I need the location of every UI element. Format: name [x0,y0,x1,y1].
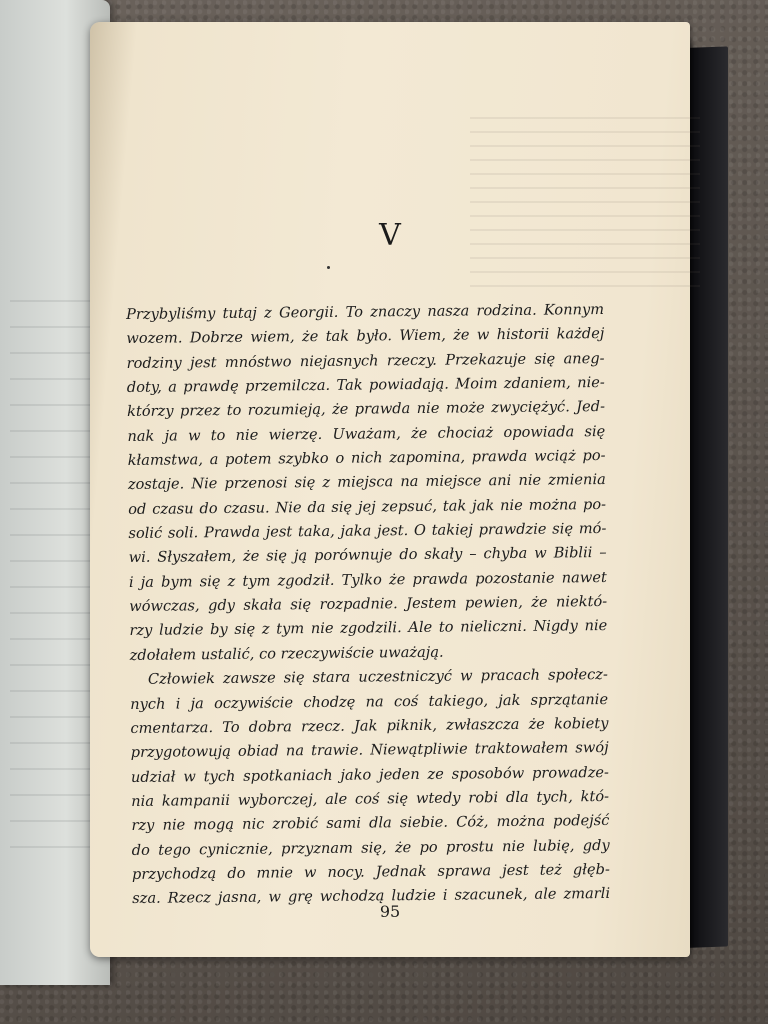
text-line: sza. Rzecz jasna, w grę wchodzą ludzie i szacunek, ale zmarli [132,885,611,908]
text-line: kłamstwa, a potem szybko o nich zapomina, prawda wciąż po- [127,447,606,470]
ornament-dot [327,266,330,269]
text-line: wi. Słyszałem, że się ją porównuje do skały – chyba w Biblii – [128,544,607,567]
text-line: zostaje. Nie przenosi się z miejsca na miejsce ani nie zmienia [127,471,606,494]
text-line: którzy przez to rozumieją, że prawda nie może zwyciężyć. Jed- [127,398,606,421]
text-line: przygotowują obiad na trawie. Niewątpliwie traktowałem swój [130,739,609,762]
bleed-through-text [470,117,700,297]
text-line: nych i ja oczywiście chodzę na coś takiego, jak sprzątanie [130,690,609,713]
text-line: udział w tych spotkaniach jako jeden ze sposobów prowadze- [130,763,610,786]
text-line: Człowiek zawsze się stara uczestniczyć w pracach społecz- [147,666,608,688]
text-line: rzy nie mogą nic zrobić sami dla siebie. Cóż, można podejść [131,812,610,835]
text-line: cmentarza. To dobra rzecz. Jak piknik, zwłaszcza że kobiety [130,714,609,737]
text-line: wozem. Dobrze wiem, że tak było. Wiem, że w historii każdej [126,325,605,348]
left-page-ghost-text [10,300,90,860]
text-line: doty, a prawdę przemilcza. Tak powiadają. Moim zdaniem, nie- [126,374,605,397]
text-line: wówczas, gdy skała się rozpadnie. Jestem pewien, że niektó- [129,593,608,616]
text-line: od czasu do czasu. Nie da się jej zepsuć, tak jak nie można po- [128,495,607,518]
text-line: przychodzą do mnie w nocy. Jednak sprawa jest też głęb- [131,860,610,883]
page-number: 95 [379,902,401,921]
text-line: nak ja w to nie wierzę. Uważam, że chociaż opowiada się [127,422,606,445]
text-line: do tego cynicznie, przyznam się, że po prostu nie lubię, gdy [131,836,610,859]
chapter-title: V [379,218,401,253]
text-line: i ja bym się z tym zgodził. Tylko że prawda pozostanie nawet [128,568,607,591]
text-line: zdołałem ustalić, co rzeczywiście uważają. [129,643,444,664]
text-line: Przybyliśmy tutaj z Georgii. To znaczy nasza rodzina. Konnym [126,300,605,323]
text-line: nia kampanii wyborczej, ale coś się wtedy robi dla tych, któ- [131,787,610,810]
book-page [90,22,690,957]
text-line: rzy ludzie by się z tym nie zgodzili. Ale to nieliczni. Nigdy nie [129,617,608,640]
text-line: solić soli. Prawda jest taka, jaka jest. O takiej prawdzie się mó- [128,520,607,543]
text-line: rodziny jest mnóstwo niejasnych rzeczy. Przekazuje się aneg- [126,349,605,372]
body-text [126,298,610,912]
